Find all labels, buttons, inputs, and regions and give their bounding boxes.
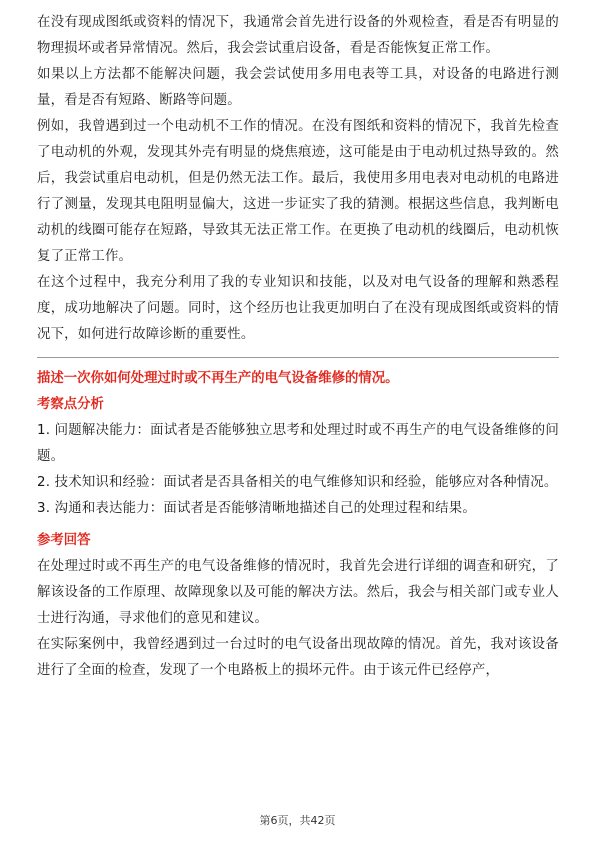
intro-paragraph-4: 在这个过程中，我充分利用了我的专业知识和技能，以及对电气设备的理解和熟悉程度，成功地解决了问题。同时，这个经历也让我更加明白了在没有现成图纸或资料的情况下，如何进行故障诊断的重要性。 [37,275,559,342]
page-content [37,10,559,684]
question-title: 描述一次你如何处理过时或不再生产的电气设备维修的情况。 [37,371,399,386]
answer-heading: 参考回答 [37,533,91,548]
analysis-item-2: 2. 技术知识和经验：面试者是否具备相关的电气维修知识和经验，能够应对各种情况。 [37,475,558,490]
page-number: 第6页，共42页 [259,814,336,827]
intro-paragraph-2: 如果以上方法都不能解决问题，我会尝试使用多用电表等工具，对设备的电路进行测量，看是否有短路、断路等问题。 [37,67,559,108]
analysis-item-3: 3. 沟通和表达能力：面试者是否能够清晰地描述自己的处理过程和结果。 [37,501,476,516]
answer-paragraph-2: 在实际案例中，我曾经遇到过一台过时的电气设备出现故障的情况。首先，我对该设备进行了全面的检查，发现了一个电路板上的损坏元件。由于该元件已经停产， [37,637,559,678]
intro-paragraph-3: 例如，我曾遇到过一个电动机不工作的情况。在没有图纸和资料的情况下，我首先检查了电动机的外观，发现其外壳有明显的烧焦痕迹，这可能是由于电动机过热导致的。然后，我尝试重启电动机，但是仍然无法工作。最后，我使用多用电表对电动机的电路进行了测量，发现其电阻明显偏大，这进一步证实了我的猜测。根据这些信息，我判断电动机的线圈可能存在短路，导致其无法正常工作。在更换了电动机的线圈后，电动机恢复了正常工作。 [37,119,559,264]
section-divider [37,357,559,358]
intro-paragraph-1: 在没有现成图纸或资料的情况下，我通常会首先进行设备的外观检查，看是否有明显的物理损坏或者异常情况。然后，我会尝试重启设备，看是否能恢复正常工作。 [37,15,559,56]
answer-paragraph-1: 在处理过时或不再生产的电气设备维修的情况时，我首先会进行详细的调查和研究，了解该设备的工作原理、故障现象以及可能的解决方法。然后，我会与相关部门或专业人士进行沟通，寻求他们的意见和建议。 [37,559,559,626]
analysis-item-1: 1. 问题解决能力：面试者是否能够独立思考和处理过时或不再生产的电气设备维修的问题。 [37,423,559,464]
analysis-heading: 考察点分析 [37,397,104,412]
